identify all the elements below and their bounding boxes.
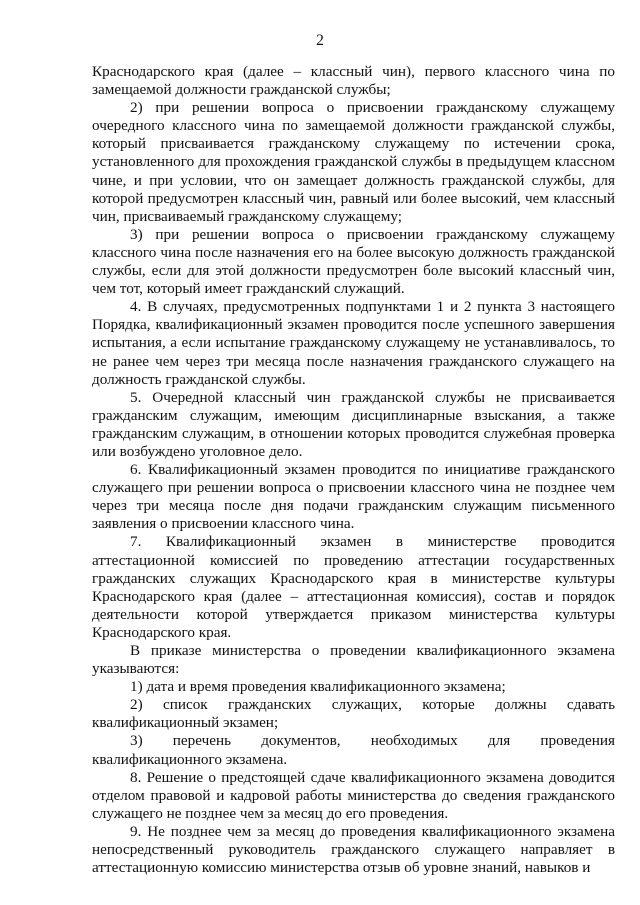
paragraph-order-list-2: 2) список гражданских служащих, которые должны сдавать квалификационный экзамен;	[92, 696, 615, 732]
paragraph-subitem-2: 2) при решении вопроса о присвоении гражданскому служащему очередного классного чина по замещаемой должности гражданской службы, который присваивается гражданскому служащему по истечении срока, установленного для прохождения гражданской службы в предыдущем классном чине, и при условии, что он замещает должность гражданской службы, для которой предусмотрен классный чин, равный или более высокий, чем классный чин, присваиваемый гражданскому служащему;	[92, 99, 615, 225]
paragraph-subitem-3: 3) при решении вопроса о присвоении гражданскому служащему классного чина после назначения его на более высокую должность гражданской службы, если для этой должности предусмотрен боле высокий классный чин, чем тот, который имеет гражданский служащий.	[92, 225, 615, 298]
paragraph-order-intro: В приказе министерства о проведении квалификационного экзамена указываются:	[92, 642, 615, 678]
paragraph-item-6: 6. Квалификационный экзамен проводится по инициативе гражданского служащего при решении вопроса о присвоении классного чина не позднее чем через три месяца после дня подачи гражданским служащим письменного заявления о присвоении классного чина.	[92, 461, 615, 533]
paragraph-item-4: 4. В случаях, предусмотренных подпунктами 1 и 2 пункта 3 настоящего Порядка, квалификационный экзамен проводится после успешного завершения испытания, а если испытание гражданскому служащему не устанавливалось, то не ранее чем через три месяца после назначения гражданского служащего на должность гражданской службы.	[92, 298, 615, 388]
paragraph-item-9: 9. Не позднее чем за месяц до проведения квалификационного экзамена непосредственный руководитель гражданского служащего направляет в аттестационную комиссию министерства отзыв об уровне знаний, навыков и	[92, 822, 615, 877]
paragraph-continuation: Краснодарского края (далее – классный чин), первого классного чина по замещаемой должности гражданской службы;	[92, 63, 615, 99]
page-number: 2	[316, 32, 324, 49]
paragraph-item-5: 5. Очередной классный чин гражданской службы не присваивается гражданским служащим, имеющим дисциплинарные взыскания, а также гражданским служащим, в отношении которых проводится служебная проверка или возбуждено уголовное дело.	[92, 388, 615, 460]
paragraph-item-8: 8. Решение о предстоящей сдаче квалификационного экзамена доводится отделом правовой и кадровой работы министерства до сведения гражданского служащего не позднее чем за месяц до его проведения.	[92, 768, 615, 822]
document-body	[92, 63, 615, 877]
paragraph-item-7: 7. Квалификационный экзамен в министерстве проводится аттестационной комиссией по проведению аттестации государственных гражданских служащих Краснодарского края в министерстве культуры Краснодарского края (далее – аттестационная комиссия), состав и порядок деятельности которой утверждается приказом министерства культуры Краснодарского края.	[92, 533, 615, 641]
paragraph-order-list-1: 1) дата и время проведения квалификационного экзамена;	[130, 678, 506, 696]
paragraph-order-list-3: 3) перечень документов, необходимых для проведения квалификационного экзамена.	[92, 732, 615, 768]
